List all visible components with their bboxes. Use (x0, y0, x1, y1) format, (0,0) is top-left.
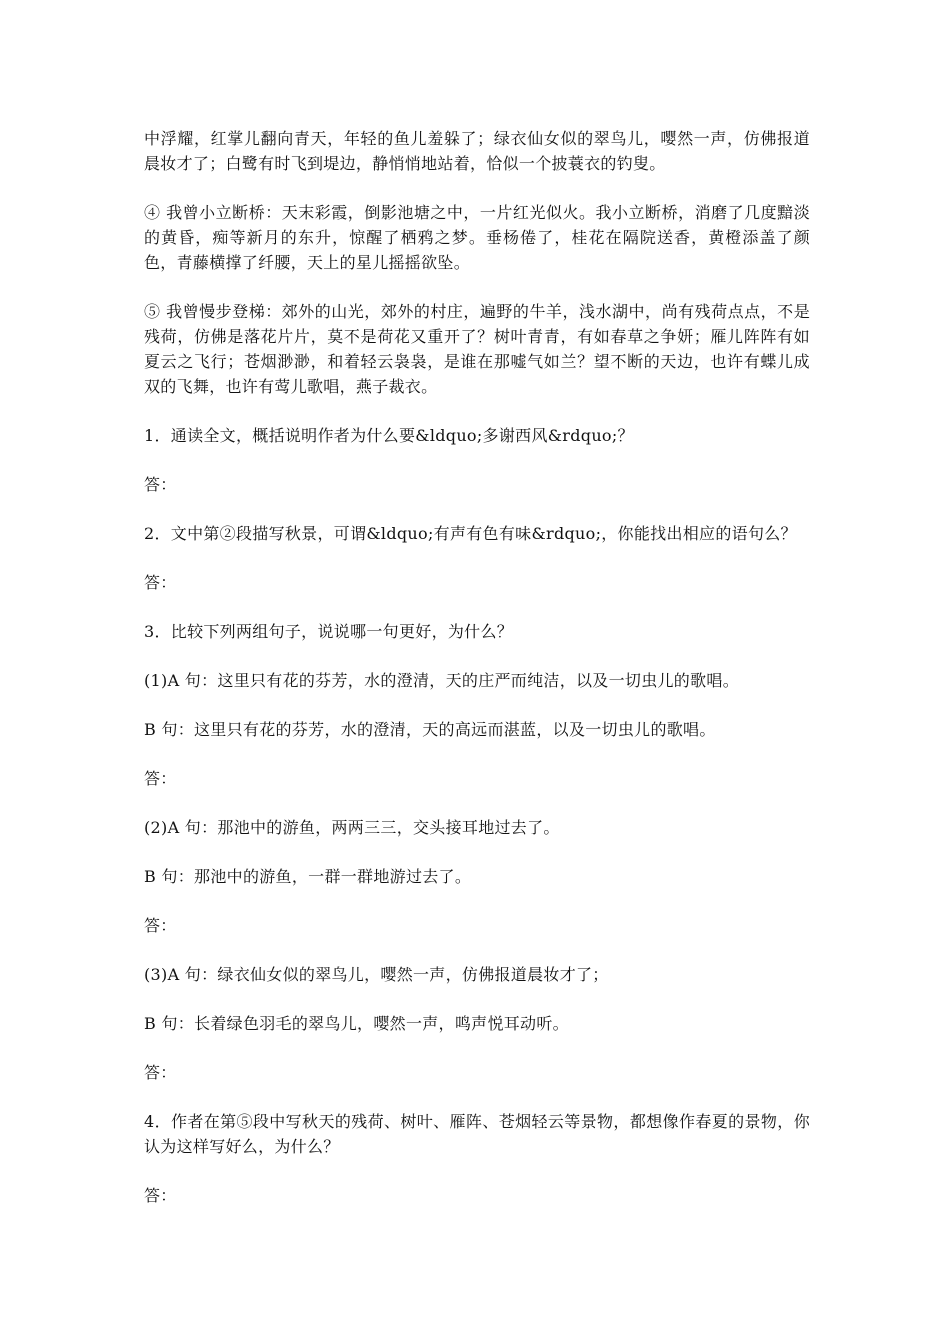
question-3-3-sentence-b: B 句：长着绿色羽毛的翠鸟儿，嘤然一声，鸣声悦耳动听。 (144, 1014, 569, 1033)
question-2: 2．文中第②段描写秋景，可谓&ldquo;有声有色有味&rdquo;，你能找出相应的语句么？ (144, 524, 797, 543)
question-3-2-sentence-b: B 句：那池中的游鱼，一群一群地游过去了。 (144, 867, 472, 886)
paragraph-5: ⑤ 我曾慢步登梯：郊外的山光，郊外的村庄，遍野的牛羊，浅水湖中，尚有残荷点点，不是残荷，仿佛是落花片片，莫不是荷花又重开了？树叶青青，有如春草之争妍；雁儿阵阵有如夏云之飞行；苍烟渺渺，和着轻云袅袅，是谁在那嘘气如兰？望不断的天边，也许有蝶儿成双的飞舞，也许有莺儿歌唱，燕子裁衣。 (144, 302, 810, 396)
question-3-1-sentence-a: (1)A 句：这里只有花的芬芳，水的澄清，天的庄严而纯洁，以及一切虫儿的歌唱。 (144, 671, 740, 690)
paragraph-3-continuation: 中浮耀，红掌儿翻向青天，年轻的鱼儿羞躲了；绿衣仙女似的翠鸟儿，嘤然一声，仿佛报道晨妆才了；白鹭有时飞到堤边，静悄悄地站着，恰似一个披蓑衣的钓叟。 (144, 129, 810, 173)
question-1: 1．通读全文，概括说明作者为什么要&ldquo;多谢西风&rdquo;？ (144, 426, 634, 445)
question-4: 4．作者在第⑤段中写秋天的残荷、树叶、雁阵、苍烟轻云等景物，都想像作春夏的景物，你认为这样写好么，为什么？ (144, 1112, 810, 1156)
answer-line-4: 答： (144, 1186, 177, 1205)
answer-line-1: 答： (144, 475, 177, 494)
document-body (144, 126, 810, 1232)
answer-line-3-2: 答： (144, 916, 177, 935)
answer-line-2: 答： (144, 573, 177, 592)
question-3-2-sentence-a: (2)A 句：那池中的游鱼，两两三三，交头接耳地过去了。 (144, 818, 560, 837)
answer-line-3-3: 答： (144, 1063, 177, 1082)
question-3: 3．比较下列两组句子，说说哪一句更好，为什么？ (144, 622, 514, 641)
question-3-1-sentence-b: B 句：这里只有花的芬芳，水的澄清，天的高远而湛蓝，以及一切虫儿的歌唱。 (144, 720, 716, 739)
question-3-3-sentence-a: (3)A 句：绿衣仙女似的翠鸟儿，嘤然一声，仿佛报道晨妆才了； (144, 965, 609, 984)
paragraph-4: ④ 我曾小立断桥：天末彩霞，倒影池塘之中，一片红光似火。我小立断桥，消磨了几度黯淡的黄昏，痴等新月的东升，惊醒了栖鸦之梦。垂杨倦了，桂花在隔院送香，黄橙添盖了颜色，青藤横撑了纤腰，天上的星儿摇摇欲坠。 (144, 203, 810, 272)
answer-line-3-1: 答： (144, 769, 177, 788)
